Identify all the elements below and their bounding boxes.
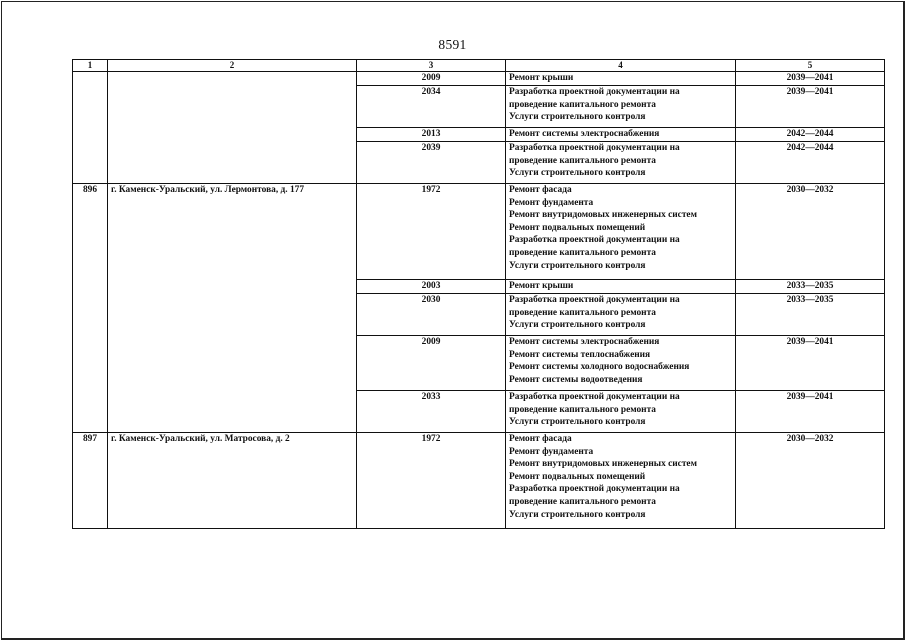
work-item: проведение капитального ремонта [509, 307, 656, 318]
work-item: Услуги строительного контроля [509, 112, 646, 123]
works-cell [506, 336, 736, 391]
works-cell [506, 128, 736, 142]
period-cell: 2030—2032 [736, 433, 885, 529]
period-cell: 2039—2041 [736, 336, 885, 391]
work-item: Ремонт фундамента [509, 197, 594, 208]
col-header-1: 1 [73, 60, 108, 72]
period-cell: 2039—2041 [736, 72, 885, 86]
period-cell: 2033—2035 [736, 294, 885, 336]
year-cell: 2009 [357, 336, 506, 391]
year-cell: 1972 [357, 184, 506, 280]
works-cell [506, 142, 736, 184]
work-item: проведение капитального ремонта [509, 155, 656, 166]
work-item: Ремонт фасада [509, 185, 572, 195]
work-item: проведение капитального ремонта [509, 247, 656, 258]
year-cell: 2009 [357, 72, 506, 86]
col-header-5: 5 [736, 60, 885, 72]
work-item: проведение капитального ремонта [509, 496, 656, 507]
year-cell: 2013 [357, 128, 506, 142]
work-item: Ремонт системы холодного водоснабжения [509, 362, 690, 373]
works-cell [506, 433, 736, 529]
work-item: проведение капитального ремонта [509, 99, 656, 110]
period-cell: 2039—2041 [736, 391, 885, 433]
work-item: Ремонт подвальных помещений [509, 222, 646, 233]
works-cell [506, 391, 736, 433]
work-item: Ремонт системы теплоснабжения [509, 349, 651, 360]
work-item: Ремонт внутридомовых инженерных систем [509, 459, 697, 470]
header-row [73, 60, 885, 72]
work-item: Разработка проектной документации на [509, 87, 680, 97]
register-table [72, 59, 885, 529]
col-header-3: 3 [357, 60, 506, 72]
address-cell: г. Каменск-Уральский, ул. Матросова, д. 2 [108, 433, 357, 529]
row-number-cell: 896 [73, 184, 108, 433]
work-item: Ремонт системы водоотведения [509, 374, 643, 385]
work-item: Услуги строительного контроля [509, 417, 646, 428]
works-cell [506, 86, 736, 128]
year-cell: 2030 [357, 294, 506, 336]
work-item: Услуги строительного контроля [509, 168, 646, 179]
address-cell [108, 72, 357, 184]
period-cell: 2042—2044 [736, 128, 885, 142]
work-item: Ремонт системы электроснабжения [509, 337, 660, 347]
address-cell: г. Каменск-Уральский, ул. Лермонтова, д. 177 [108, 184, 357, 433]
work-item: Ремонт системы электроснабжения [509, 129, 660, 139]
year-cell: 2034 [357, 86, 506, 128]
period-cell: 2039—2041 [736, 86, 885, 128]
year-cell: 2003 [357, 280, 506, 294]
works-cell [506, 184, 736, 280]
work-item: Ремонт крыши [509, 281, 574, 291]
work-item: Услуги строительного контроля [509, 320, 646, 331]
work-item: Разработка проектной документации на [509, 143, 680, 153]
period-cell: 2030—2032 [736, 184, 885, 280]
table-row [73, 184, 885, 280]
work-item: Разработка проектной документации на [509, 295, 680, 305]
work-item: Услуги строительного контроля [509, 260, 646, 271]
row-number-cell [73, 72, 108, 184]
work-item: Ремонт крыши [509, 73, 574, 83]
year-cell: 1972 [357, 433, 506, 529]
work-item: Разработка проектной документации на [509, 484, 680, 495]
works-cell [506, 280, 736, 294]
work-item: проведение капитального ремонта [509, 404, 656, 415]
table-row [73, 433, 885, 529]
year-cell: 2033 [357, 391, 506, 433]
year-cell: 2039 [357, 142, 506, 184]
period-cell: 2042—2044 [736, 142, 885, 184]
work-item: Ремонт внутридомовых инженерных систем [509, 210, 697, 221]
col-header-2: 2 [108, 60, 357, 72]
work-item: Услуги строительного контроля [509, 509, 646, 520]
page-number: 8591 [438, 37, 467, 52]
work-item: Разработка проектной документации на [509, 392, 680, 402]
period-cell: 2033—2035 [736, 280, 885, 294]
works-cell [506, 72, 736, 86]
work-item: Ремонт фундамента [509, 446, 594, 457]
work-item: Ремонт подвальных помещений [509, 471, 646, 482]
work-item: Ремонт фасада [509, 434, 572, 444]
works-cell [506, 294, 736, 336]
row-number-cell: 897 [73, 433, 108, 529]
col-header-4: 4 [506, 60, 736, 72]
table-row [73, 72, 885, 86]
work-item: Разработка проектной документации на [509, 235, 680, 246]
